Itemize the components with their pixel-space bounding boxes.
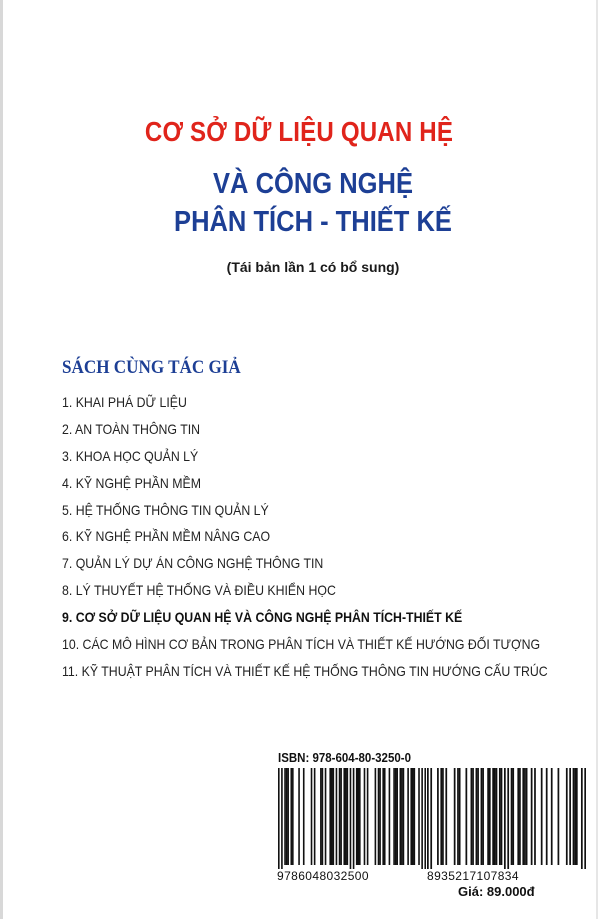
- barcode-bar: [551, 768, 553, 865]
- barcode-bar: [457, 768, 459, 865]
- barcode-bar: [284, 768, 286, 865]
- barcode-bar: [465, 768, 467, 865]
- barcode-bar: [290, 768, 292, 865]
- barcode-bar: [407, 768, 409, 865]
- barcode-bar: [522, 768, 524, 865]
- barcode-bar: [345, 768, 347, 865]
- barcode-bar: [427, 768, 429, 869]
- barcode-bar: [331, 768, 333, 865]
- barcode-bar: [437, 768, 439, 865]
- barcode-bar: [356, 768, 358, 865]
- barcode-bar: [401, 768, 403, 865]
- price-barcode: [427, 768, 586, 869]
- book-list-item: 1. KHAI PHÁ DỮ LIỆU: [62, 394, 187, 410]
- barcode-bar: [396, 768, 398, 865]
- barcode-bar: [410, 768, 412, 865]
- barcode-bar: [298, 768, 300, 865]
- barcode-bar: [281, 768, 283, 869]
- barcode-bar: [526, 768, 528, 865]
- barcode-bar: [350, 768, 352, 869]
- book-list-item: 3. KHOA HỌC QUẢN LÝ: [62, 447, 199, 464]
- barcode-bar: [278, 768, 280, 869]
- title-line-2: VÀ CÔNG NGHỆ: [213, 168, 413, 200]
- barcode-bar: [292, 768, 294, 865]
- barcode-bar: [412, 768, 414, 865]
- edition-note: (Tái bản lần 1 có bổ sung): [226, 259, 400, 275]
- price-barcode-digits: 8935217107834: [427, 869, 519, 883]
- barcode-bar: [487, 768, 489, 865]
- barcode-bar: [353, 768, 355, 869]
- barcode-bar: [524, 768, 526, 865]
- barcode-bar: [286, 768, 288, 865]
- barcode-bar: [347, 768, 349, 865]
- barcode-bar: [393, 768, 395, 865]
- barcode-bar: [382, 768, 384, 865]
- barcode-bar: [569, 768, 571, 865]
- barcode-bar: [499, 768, 501, 865]
- barcode-bar: [489, 768, 491, 865]
- barcode-bar: [379, 768, 381, 865]
- barcode-bar: [477, 768, 479, 865]
- barcode-bar: [421, 768, 423, 869]
- barcode-bar: [584, 768, 586, 869]
- barcode-bar: [476, 768, 478, 865]
- barcode-bar: [333, 768, 335, 865]
- barcode-bar: [472, 768, 474, 865]
- barcode-bar: [454, 768, 456, 865]
- barcode-bar: [325, 768, 327, 865]
- barcode-bar: [471, 768, 473, 865]
- book-list-item: 10. CÁC MÔ HÌNH CƠ BẢN TRONG PHÂN TÍCH VÀ THIẾT KẾ HƯỚNG ĐỐI TƯỢNG: [62, 636, 541, 653]
- barcode-bar: [459, 768, 461, 865]
- barcode-bar: [287, 768, 289, 865]
- barcode-bar: [566, 768, 568, 865]
- barcode-bar: [558, 768, 560, 865]
- barcode-bar: [322, 768, 324, 865]
- barcode-bar: [340, 768, 342, 865]
- barcode-bar: [343, 768, 345, 865]
- barcode-bar: [418, 768, 420, 865]
- barcode-bar: [403, 768, 405, 865]
- barcode-bar: [395, 768, 397, 865]
- barcode-bar: [430, 768, 432, 869]
- barcode-bar: [496, 768, 498, 865]
- barcode-bar: [511, 768, 513, 865]
- barcode-bar: [541, 768, 543, 865]
- book-list-item: 9. CƠ SỞ DỮ LIỆU QUAN HỆ VÀ CÔNG NGHỆ PHÂN TÍCH-THIẾT KẾ: [62, 609, 463, 626]
- barcode-bar: [517, 768, 519, 865]
- book-list-item: 11. KỸ THUẬT PHÂN TÍCH VÀ THIẾT KẾ HỆ THỐNG THÔNG TIN HƯỚNG CẤU TRÚC: [62, 662, 548, 679]
- barcode-bar: [367, 768, 369, 865]
- barcode-bar: [364, 768, 366, 865]
- barcode-bar: [445, 768, 447, 865]
- book-list-item: 5. HỆ THỐNG THÔNG TIN QUẢN LÝ: [62, 501, 269, 518]
- price-label: Giá: 89.000đ: [458, 884, 535, 899]
- book-list-item: 4. KỸ NGHỆ PHẦN MỀM: [62, 474, 201, 491]
- barcode-bar: [320, 768, 322, 865]
- barcode-bar: [501, 768, 503, 865]
- barcode-bar: [384, 768, 386, 865]
- barcode-bar: [375, 768, 377, 865]
- barcode-bar: [440, 768, 442, 865]
- barcode-bar: [492, 768, 494, 865]
- title-line-3: PHÂN TÍCH - THIẾT KẾ: [174, 206, 452, 238]
- section-heading: SÁCH CÙNG TÁC GIẢ: [62, 357, 241, 378]
- isbn-barcode: [278, 768, 426, 869]
- barcode-bar: [581, 768, 583, 869]
- barcode-bar: [400, 768, 402, 865]
- book-list-item: 7. QUẢN LÝ DỰ ÁN CÔNG NGHỆ THÔNG TIN: [62, 555, 324, 572]
- barcode-bar: [357, 768, 359, 865]
- barcode-bar: [481, 768, 483, 865]
- book-list: [62, 393, 598, 689]
- barcode-bar: [519, 768, 521, 865]
- barcode-bar: [573, 768, 575, 865]
- barcode-bar: [424, 768, 426, 869]
- barcode-bar: [336, 768, 338, 865]
- barcode-bar: [504, 768, 506, 869]
- isbn-label: ISBN: 978-604-80-3250-0: [278, 751, 411, 765]
- barcode-bar: [329, 768, 331, 865]
- isbn-barcode-digits: 9786048032500: [277, 869, 369, 883]
- title-line-1: CƠ SỞ DỮ LIỆU QUAN HỆ: [144, 116, 454, 147]
- book-list-item: 6. KỸ NGHỆ PHẦN MỀM NÂNG CAO: [62, 528, 271, 545]
- barcode-bar: [574, 768, 576, 865]
- barcode-bar: [546, 768, 548, 865]
- barcode-bar: [389, 768, 391, 865]
- barcode-bar: [482, 768, 484, 865]
- barcode-bar: [311, 768, 313, 865]
- barcode-bar: [303, 768, 305, 865]
- barcode-bar: [314, 768, 316, 865]
- barcode-bar: [378, 768, 380, 865]
- barcode-bar: [531, 768, 533, 865]
- barcode-bar: [494, 768, 496, 865]
- barcode-bar: [507, 768, 509, 869]
- book-list-item: 8. LÝ THUYẾT HỆ THỐNG VÀ ĐIỀU KHIỂN HỌC: [62, 582, 336, 599]
- barcode-bar: [512, 768, 514, 865]
- barcode-bar: [414, 768, 416, 865]
- barcode-bar: [359, 768, 361, 865]
- barcode-bar: [534, 768, 536, 865]
- cover-edge-left: [0, 0, 3, 919]
- barcode-bar: [339, 768, 341, 865]
- barcode-bar: [442, 768, 444, 865]
- barcode-bar: [576, 768, 578, 865]
- book-list-item: 2. AN TOÀN THÔNG TIN: [62, 420, 201, 437]
